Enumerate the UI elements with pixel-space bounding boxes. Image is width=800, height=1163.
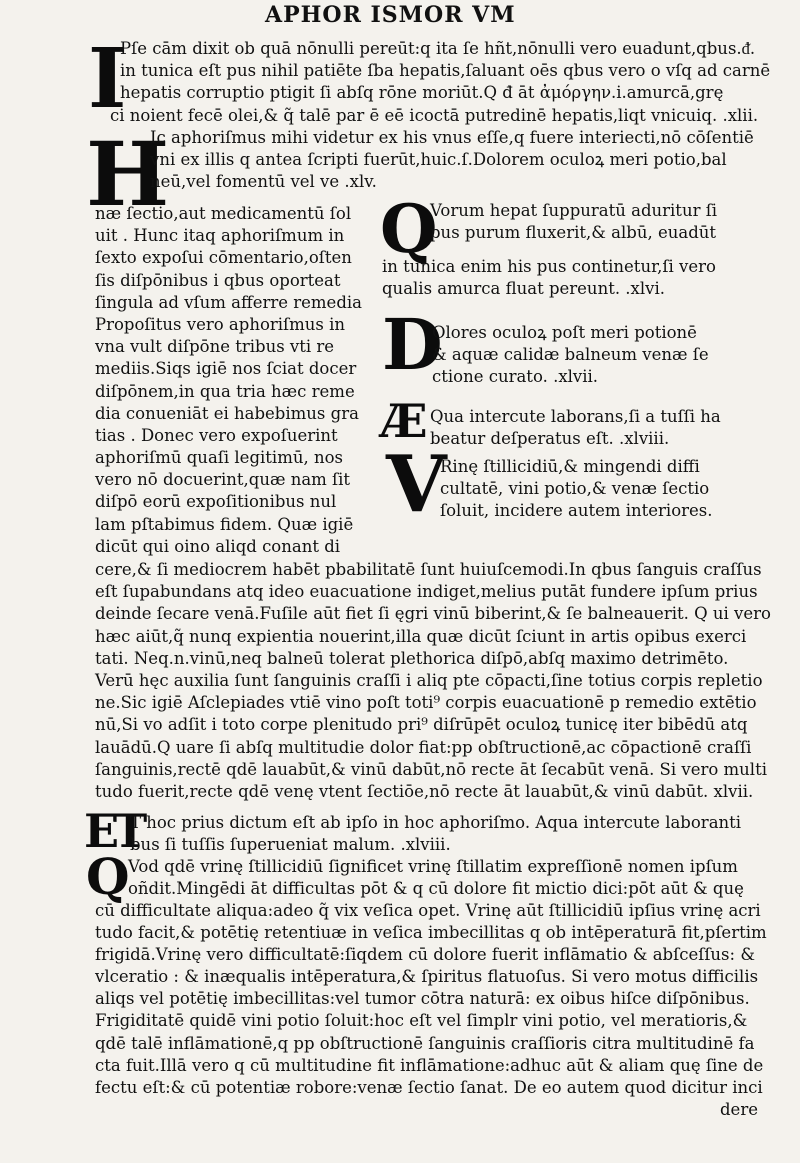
text-line: diſpōnem,in qua tria hæc reme: [95, 381, 355, 401]
text-line: dia conueniāt ei habebimus gra: [95, 403, 359, 423]
text-line: tati. Neq.n.vinū,neq balneū tolerat plethorica diſpō,abſq maximo detrimēto.: [95, 648, 729, 668]
text-line: Ic aphoriſmus mihi videtur ex his vnus eſſe,q fuere interiecti,nō cōſentiē: [150, 128, 754, 147]
text-line: ctione curato. .xlvii.: [432, 367, 599, 387]
text-line: neū,vel fomentū vel ve .xlv.: [150, 172, 377, 192]
right-column-d: [432, 322, 709, 389]
right-column-v: [440, 456, 713, 523]
text-line: cū difficultate aliqua:adeo q̃ vix veſica opet. Vrinę aūt ſtillicidiū ipſius vrinę acri: [95, 901, 761, 920]
text-line: deinde ſecare venā.Fuſile aūt fiet ſi ęgri vinū biberint,& ſe balneauerit. Q ui vero: [95, 604, 771, 624]
text-line: ſexto expoſui cōmentario,oſten: [95, 248, 352, 268]
running-header: APHOR ISMOR VM: [265, 2, 516, 28]
text-line: ne.Sic igiē Aſclepiades vtiē vino poſt toti⁹ corpis euacuationē p remedio extētio: [95, 693, 757, 713]
text-line: aliqs vel potētię imbecillitas:vel tumor cōtra naturā: ex oibus hiſce diſpōnibus.: [95, 989, 750, 1009]
drop-cap-h: H: [86, 122, 170, 226]
text-line: lam pſtabimus fidem. Quæ igiē: [95, 514, 354, 534]
text-line: Vorum hepat ſuppuratū aduritur ſi: [430, 201, 718, 220]
text-line: ſoluit, incidere autem interiores.: [440, 501, 713, 521]
right-column-q-cont: [382, 256, 716, 300]
text-line: lauādū.Q uare ſi abſq multitudie dolor fiat:pp obſtructionē,ac cōpactionē craſſi: [95, 737, 752, 757]
text-line: qualis amurca fluat pereunt. .xlvi.: [382, 279, 665, 299]
drop-cap-q2: Q: [86, 847, 130, 906]
text-line: pus purum fluxerit,& albū, euadūt: [430, 223, 717, 243]
text-line: eſt ſupabundans atq ideo euacuatione indiget,melius putāt fundere ipſum prius: [95, 582, 758, 602]
text-line: vlceratio : & inæqualis intēperatura,& ſpiritus flatuoſus. Si vero motus difficilis: [95, 967, 759, 986]
text-line: hæc aiūt,q̃ nunq expientia nouerint,illa quæ dicūt ſciunt in artis opibus exerci: [95, 626, 747, 646]
text-line: Frigiditatē quidē vini potio ſoluit:hoc eſt vel ſimplr vini potio, vel meratioris,&: [95, 1011, 748, 1031]
paragraph-q2: [128, 856, 744, 900]
text-line: tias . Donec vero expoſuerint: [95, 425, 338, 445]
text-line: T hoc prius dictum eſt ab ipſo in hoc aphoriſmo. Aqua intercute laboranti: [130, 813, 742, 832]
drop-cap-ae: Æ: [380, 394, 428, 448]
catchword: dere: [720, 1100, 758, 1120]
text-line: fectu eſt:& cū potentiæ robore:venæ ſectio ſanat. De eo autem quod dicitur inci: [95, 1077, 763, 1097]
text-line: aphoriſmū quaſi legitimū, nos: [95, 448, 343, 468]
text-line: vero nō docuerint,quæ nam ſit: [95, 470, 351, 490]
text-line: cere,& ſi mediocrem habēt pbabilitatē ſunt huiuſcemodi.In qbus ſanguis craſſus: [95, 560, 762, 579]
drop-cap-et: ET: [84, 804, 142, 858]
drop-cap-d: D: [382, 303, 443, 386]
text-line: uit . Hunc itaq aphoriſmum in: [95, 226, 345, 246]
text-line: Olores oculoꝝ poſt meri potionē: [432, 323, 697, 342]
text-line: Rinę ſtillicidiū,& mingendi diffi: [440, 457, 700, 476]
text-line: bus ſi tuſſis ſuperueniat malum. .xlviii.: [130, 835, 451, 855]
text-line: cultatē, vini potio,& venæ ſectio: [440, 479, 710, 499]
text-line: ſis diſpōnibus i qbus oporteat: [95, 270, 341, 290]
text-line: tudo facit,& potētię retentiuæ in veſica imbecillitas q ob intēperaturā fit,pſertim: [95, 923, 767, 943]
text-line: Verū hęc auxilia ſunt ſanguinis craſſi i aliq pte cōpacti,ſine totius corpis repletio: [95, 670, 763, 690]
paragraph-h: [150, 127, 754, 194]
text-line: beatur deſperatus eſt. .xlviii.: [430, 429, 670, 449]
text-line: mediis.Siqs igiē nos ſciat docer: [95, 359, 357, 379]
text-line: ſanguinis,rectē qdē lauabūt,& vinū dabūt,nō recte āt ſecabūt venā. Si vero multi: [95, 759, 767, 779]
text-line: tudo fuerit,recte qdē venę vtent ſectiōe,nō recte āt lauabūt,& vinū dabūt. xlvii.: [95, 781, 754, 801]
text-line: qdē talē inflāmationē,q pp obſtructionē ſanguinis craſſioris citra multitudinē fa: [95, 1033, 755, 1053]
text-line: ſingula ad vſum afferre remedia: [95, 292, 362, 312]
left-column: [95, 203, 362, 558]
text-line: nū,Si vo adſit i toto corpe plenitudo pri⁹ diſrūpēt oculoꝝ tunicę iter bibēdū atq: [95, 715, 748, 735]
text-line: Propoſitus vero aphoriſmus in: [95, 314, 346, 334]
text-line: diſpō eorū expoſitionibus nul: [95, 492, 337, 512]
text-line: cta fuit.Illā vero q cū multitudine fit inflāmatione:adhuc aūt & aliam quę ſine de: [95, 1055, 764, 1075]
text-line: Vod qdē vrinę ſtillicidiū ſignificet vrinę ſtillatim expreſſionē nomen ipſum: [128, 857, 738, 876]
paragraph-bottom: [95, 966, 763, 1121]
text-line: dicūt qui oino aliqd conant di: [95, 536, 341, 556]
right-column-q: [430, 200, 717, 244]
text-line: Pſe cām dixit ob quā nōnulli pereūt:q ita ſe hñt,nōnulli vero euadunt,qbus.ᵭ.: [120, 39, 756, 58]
text-line: in tunica eſt pus nihil patiēte ſba hepatis,ſaluant oēs qbus vero o vſq ad carnē: [120, 61, 771, 81]
right-column-ae: [430, 406, 721, 450]
text-line: vni ex illis q antea ſcripti fuerūt,huic.ſ.Dolorem oculoꝝ meri potio,bal: [150, 150, 727, 170]
text-line: oñdit.Mingēdi āt difficultas pōt & q cū dolore fit mictio dici:pōt aūt & quę: [128, 879, 744, 899]
text-line: Qua intercute laborans,ſi a tuſſi ha: [430, 407, 721, 426]
text-line: in tunica enim his pus continetur,ſi vero: [382, 257, 716, 276]
text-line: hepatis corruptio ptigit ſi abſq rōne moriūt.Q đ āt ἀμόργην.i.amurcā,grę: [120, 83, 724, 103]
text-line: frigidā.Vrinę vero difficultatē:ſiqdem cū dolore fuerit inflāmatio & abſceſſus: &: [95, 945, 756, 965]
drop-cap-q: Q: [380, 190, 438, 268]
paragraph-q2-cont: [95, 900, 767, 967]
text-line: næ ſectio,aut medicamentū ſol: [95, 204, 352, 223]
paragraph-wide: [95, 559, 771, 803]
drop-cap-v: V: [386, 439, 447, 530]
drop-cap-i: I: [88, 31, 127, 127]
text-line: ci noient fecē olei,& q̃ talē par ē eē icoctā putredinē hepatis,liqt vnicuiq. .xlii.: [110, 105, 759, 125]
text-line: vna vult diſpōne tribus vti re: [95, 337, 335, 357]
text-line: & aquæ calidæ balneum venæ ſe: [432, 345, 709, 365]
paragraph-top: [110, 38, 771, 127]
paragraph-et: [130, 812, 741, 856]
